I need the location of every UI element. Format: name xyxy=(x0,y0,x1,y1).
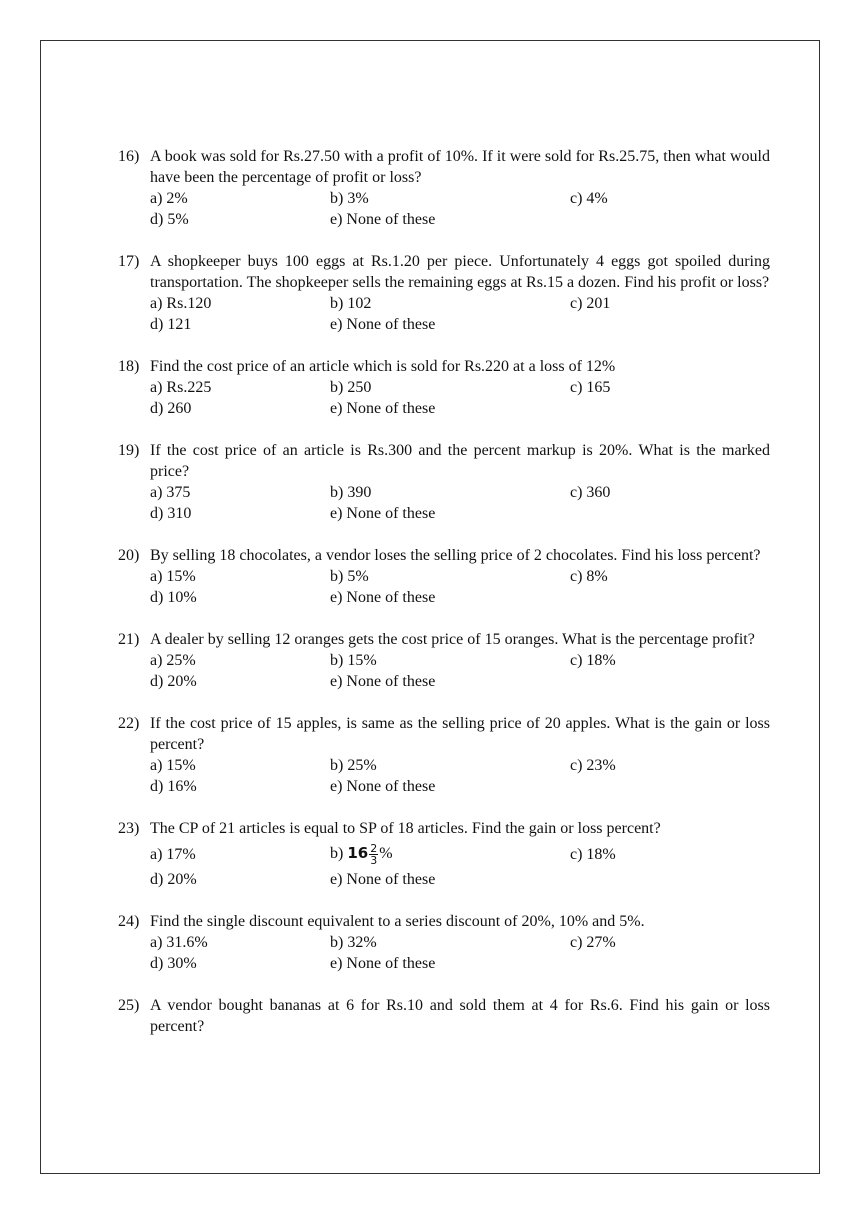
question-21 xyxy=(118,629,770,692)
options xyxy=(150,188,770,230)
options xyxy=(150,377,770,419)
option-c: c) 18% xyxy=(570,652,616,669)
question-20 xyxy=(118,545,770,608)
options xyxy=(150,839,770,890)
option-a: a) Rs.225 xyxy=(150,379,212,396)
option-d: d) 5% xyxy=(150,211,189,228)
option-b: b) 250 xyxy=(330,379,372,396)
option-b: b) 5% xyxy=(330,568,369,585)
question-text: Find the single discount equivalent to a series discount of 20%, 10% and 5%. xyxy=(150,913,645,930)
option-a: a) 375 xyxy=(150,484,191,501)
question-number: 24) xyxy=(118,913,140,930)
option-c: c) 4% xyxy=(570,190,608,207)
options xyxy=(150,566,770,608)
question-number: 22) xyxy=(118,715,140,732)
option-b: b) 102 xyxy=(330,295,372,312)
question-text: A shopkeeper buys 100 eggs at Rs.1.20 per piece. Unfortunately 4 eggs got spoiled during transportation. The shopkeeper sells the remaining eggs at Rs.15 a dozen. Find his profit or loss? xyxy=(150,253,770,291)
mixed-number-whole: 16 xyxy=(347,843,369,862)
option-e: e) None of these xyxy=(330,778,436,795)
option-a: a) 15% xyxy=(150,568,196,585)
option-d: d) 20% xyxy=(150,871,197,888)
option-d: d) 310 xyxy=(150,505,192,522)
question-24 xyxy=(118,911,770,974)
question-number: 21) xyxy=(118,631,140,648)
options xyxy=(150,932,770,974)
option-a: a) Rs.120 xyxy=(150,295,212,312)
option-d: d) 30% xyxy=(150,955,197,972)
question-text: If the cost price of an article is Rs.300 and the percent markup is 20%. What is the marked price? xyxy=(150,442,770,480)
option-b: b) 390 xyxy=(330,484,372,501)
question-number: 23) xyxy=(118,820,140,837)
question-list xyxy=(118,146,770,1037)
question-number: 16) xyxy=(118,148,140,165)
options xyxy=(150,293,770,335)
option-e: e) None of these xyxy=(330,400,436,417)
option-a: a) 31.6% xyxy=(150,934,208,951)
question-16 xyxy=(118,146,770,230)
option-e: e) None of these xyxy=(330,589,436,606)
option-e: e) None of these xyxy=(330,505,436,522)
option-b: b) 25% xyxy=(330,757,377,774)
question-text: If the cost price of 15 apples, is same as the selling price of 20 apples. What is the gain or loss percent? xyxy=(150,715,770,753)
option-a: a) 15% xyxy=(150,757,196,774)
option-d: d) 260 xyxy=(150,400,192,417)
option-d: d) 10% xyxy=(150,589,197,606)
options xyxy=(150,650,770,692)
option-b-suffix: % xyxy=(379,844,393,862)
option-c: c) 18% xyxy=(570,845,616,863)
option-b: b) 3% xyxy=(330,190,369,207)
question-text: The CP of 21 articles is equal to SP of 18 articles. Find the gain or loss percent? xyxy=(150,820,661,837)
option-c: c) 360 xyxy=(570,484,611,501)
question-number: 20) xyxy=(118,547,140,564)
option-e: e) None of these xyxy=(330,211,436,228)
option-c: c) 8% xyxy=(570,568,608,585)
question-text: A dealer by selling 12 oranges gets the cost price of 15 oranges. What is the percentage profit? xyxy=(150,631,755,648)
option-b: b) 32% xyxy=(330,934,377,951)
option-c: c) 201 xyxy=(570,295,611,312)
question-number: 25) xyxy=(118,997,140,1014)
options xyxy=(150,482,770,524)
option-c: c) 165 xyxy=(570,379,611,396)
question-18 xyxy=(118,356,770,419)
option-c: c) 27% xyxy=(570,934,616,951)
options xyxy=(150,755,770,797)
option-a: a) 17% xyxy=(150,845,196,863)
option-a: a) 25% xyxy=(150,652,196,669)
question-25 xyxy=(118,995,770,1037)
option-e: e) None of these xyxy=(330,316,436,333)
question-text: A book was sold for Rs.27.50 with a profit of 10%. If it were sold for Rs.25.75, then what would have been the percentage of profit or loss? xyxy=(150,148,770,186)
fraction-denominator: 3 xyxy=(370,853,378,867)
question-22 xyxy=(118,713,770,797)
option-b xyxy=(330,843,570,866)
option-b: b) 15% xyxy=(330,652,377,669)
question-text: Find the cost price of an article which is sold for Rs.220 at a loss of 12% xyxy=(150,358,616,375)
question-number: 19) xyxy=(118,442,140,459)
option-c: c) 23% xyxy=(570,757,616,774)
question-19 xyxy=(118,440,770,524)
option-b-prefix: b) xyxy=(330,844,344,862)
question-text: A vendor bought bananas at 6 for Rs.10 and sold them at 4 for Rs.6. Find his gain or loss percent? xyxy=(150,997,770,1035)
question-number: 17) xyxy=(118,253,140,270)
option-a: a) 2% xyxy=(150,190,188,207)
option-d: d) 16% xyxy=(150,778,197,795)
fraction-numerator: 2 xyxy=(370,841,378,855)
question-text: By selling 18 chocolates, a vendor loses the selling price of 2 chocolates. Find his loss percent? xyxy=(150,547,761,564)
question-23 xyxy=(118,818,770,890)
option-d: d) 20% xyxy=(150,673,197,690)
fraction xyxy=(369,843,378,866)
option-d: d) 121 xyxy=(150,316,192,333)
question-number: 18) xyxy=(118,358,140,375)
option-e: e) None of these xyxy=(330,955,436,972)
option-e: e) None of these xyxy=(330,871,436,888)
option-e: e) None of these xyxy=(330,673,436,690)
question-17 xyxy=(118,251,770,335)
